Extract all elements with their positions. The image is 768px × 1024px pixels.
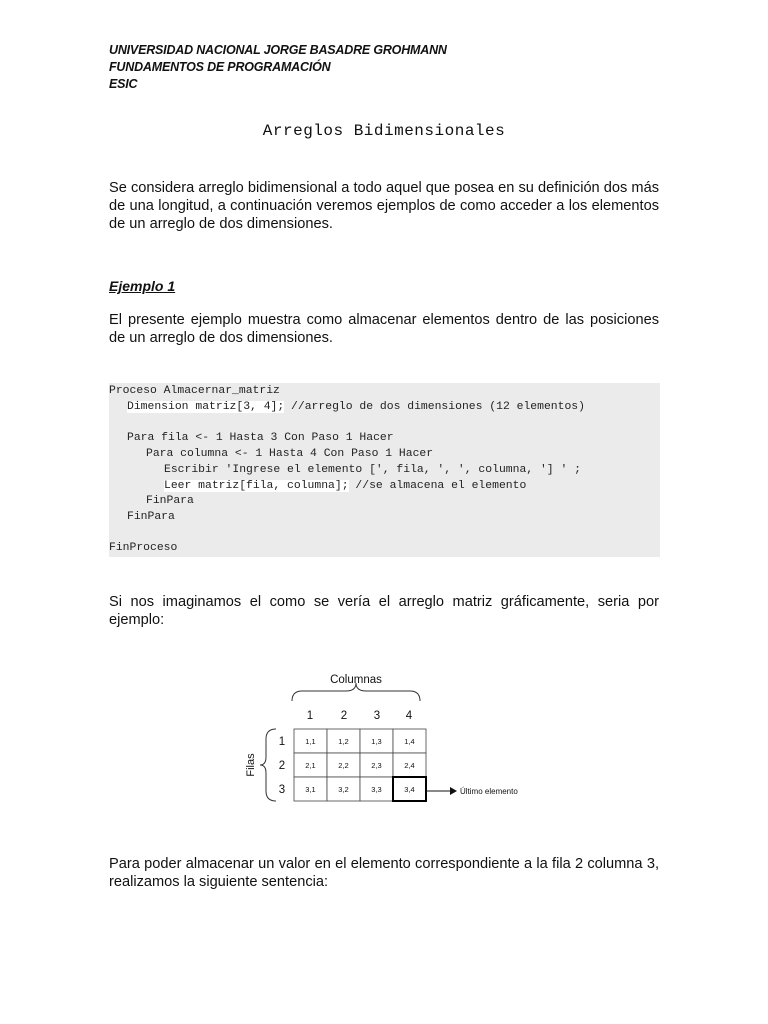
columns-label: Columnas [330, 674, 382, 686]
matrix-cell-label: 2,3 [371, 761, 382, 770]
code-comment: //arreglo de dos dimensiones (12 elementos) [284, 401, 585, 413]
code-line-3: Para fila <- 1 Hasta 3 Con Paso 1 Hacer [127, 432, 394, 444]
code-line-1: Proceso Almacernar_matriz [109, 385, 280, 397]
imagine-paragraph: Si nos imaginamos el como se vería el arreglo matriz gráficamente, seria por ejemplo: [109, 594, 659, 628]
matrix-diagram [240, 665, 540, 815]
code-highlight: Leer matriz[fila, columna]; [164, 480, 349, 492]
row-header: 2 [278, 760, 286, 772]
column-header: 2 [340, 710, 348, 722]
matrix-grid [294, 729, 426, 801]
row-headers [279, 736, 285, 796]
code-line-8: FinPara [127, 511, 175, 523]
code-highlight: Dimension matriz[3, 4]; [127, 401, 285, 413]
matrix-cell-label: 3,3 [371, 785, 382, 794]
column-header: 3 [373, 710, 381, 722]
code-line-7: FinPara [146, 495, 194, 507]
column-header: 1 [306, 710, 314, 722]
matrix-cell-label: 3,1 [305, 785, 316, 794]
matrix-cell-label: 2,4 [404, 761, 415, 770]
code-line-6 [164, 479, 526, 495]
school-name: ESIC [109, 77, 138, 91]
matrix-cell-label: 3,4 [404, 785, 415, 794]
row-header: 3 [278, 784, 286, 796]
rows-brace [260, 729, 276, 801]
example-heading: Ejemplo 1 [109, 278, 176, 294]
matrix-cell-label: 1,3 [371, 737, 382, 746]
matrix-cell-label: 2,2 [338, 761, 349, 770]
intro-paragraph: Se considera arreglo bidimensional a todo aquel que posea en su definición dos más de una longitud, a continuación veremos ejemplos de como acceder a los elementos de un arreglo de dos dimensiones. [109, 180, 659, 232]
course-name: FUNDAMENTOS DE PROGRAMACIÓN [109, 60, 331, 74]
matrix-cell-label: 1,2 [338, 737, 349, 746]
last-element-label: Último elemento [460, 787, 518, 796]
code-block [109, 383, 660, 557]
document-header [109, 42, 447, 93]
code-line-5: Escribir 'Ingrese el elemento [', fila, ', ', columna, '] ' ; [164, 464, 581, 476]
code-line-9: FinProceso [109, 542, 178, 554]
university-name: UNIVERSIDAD NACIONAL JORGE BASADRE GROHMANN [109, 43, 447, 57]
code-comment: //se almacena el elemento [348, 480, 527, 492]
page-title: Arreglos Bidimensionales [262, 122, 506, 140]
column-header: 4 [405, 710, 413, 722]
matrix-cell-label: 2,1 [305, 761, 316, 770]
code-line-4: Para columna <- 1 Hasta 4 Con Paso 1 Hacer [146, 448, 434, 460]
rows-label: Filas [245, 753, 257, 777]
final-paragraph: Para poder almacenar un valor en el elemento correspondiente a la fila 2 columna 3, realizamos la siguiente sentencia: [109, 856, 659, 890]
matrix-cell-label: 1,4 [404, 737, 415, 746]
example-paragraph: El presente ejemplo muestra como almacenar elementos dentro de las posiciones de un arreglo de dos dimensiones. [109, 312, 659, 346]
matrix-cell-label: 3,2 [338, 785, 349, 794]
last-element-arrowhead [450, 787, 457, 795]
matrix-cell-label: 1,1 [305, 737, 316, 746]
column-headers [307, 710, 413, 722]
code-line-2 [127, 400, 585, 416]
columns-brace [292, 683, 420, 701]
row-header: 1 [278, 736, 286, 748]
